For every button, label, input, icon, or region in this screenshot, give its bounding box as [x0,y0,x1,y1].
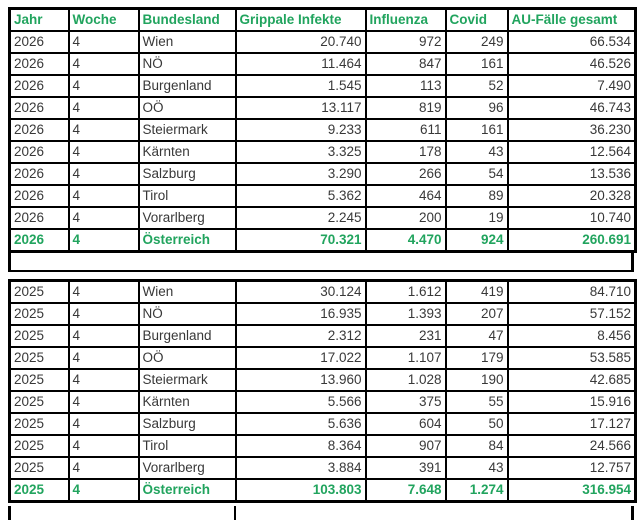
cell-covid: 1.274 [446,479,508,502]
table-row [10,119,636,141]
cell-bundesland: OÖ [139,97,236,119]
cell-au-faelle-gesamt: 46.743 [508,97,636,119]
cell-grippale-infekte: 16.935 [236,303,366,325]
cell-jahr: 2025 [10,325,69,347]
cell-woche: 4 [69,53,139,75]
cell-woche: 4 [69,119,139,141]
col-header-woche: Woche [69,9,139,32]
cell-jahr: 2026 [10,141,69,163]
cell-au-faelle-gesamt: 12.757 [508,457,636,479]
cell-au-faelle-gesamt: 36.230 [508,119,636,141]
cell-au-faelle-gesamt: 66.534 [508,31,636,53]
cell-covid: 161 [446,53,508,75]
cell-influenza: 1.393 [366,303,446,325]
cell-woche: 4 [69,435,139,457]
cell-grippale-infekte: 2.312 [236,325,366,347]
cell-jahr: 2025 [10,281,69,304]
cell-covid: 47 [446,325,508,347]
cell-bundesland: Wien [139,281,236,304]
cell-influenza: 907 [366,435,446,457]
table-row [10,97,636,119]
cell-influenza: 1.107 [366,347,446,369]
cell-grippale-infekte: 1.545 [236,75,366,97]
cell-bundesland: Salzburg [139,163,236,185]
cell-influenza: 611 [366,119,446,141]
partial-next-row [8,506,634,520]
cell-bundesland: NÖ [139,53,236,75]
table-row [10,207,636,229]
table-row [10,303,636,325]
cell-grippale-infekte: 5.362 [236,185,366,207]
table-row [10,369,636,391]
cell-jahr: 2025 [10,435,69,457]
cell-grippale-infekte: 3.290 [236,163,366,185]
cell-influenza: 200 [366,207,446,229]
cell-covid: 924 [446,229,508,252]
cell-covid: 89 [446,185,508,207]
cell-bundesland: Kärnten [139,391,236,413]
cell-woche: 4 [69,97,139,119]
table-row [10,75,636,97]
cell-covid: 52 [446,75,508,97]
cell-au-faelle-gesamt: 17.127 [508,413,636,435]
empty-spacer-row [8,253,634,272]
cell-au-faelle-gesamt: 57.152 [508,303,636,325]
cell-au-faelle-gesamt: 15.916 [508,391,636,413]
cell-woche: 4 [69,413,139,435]
col-header-au-faelle-gesamt: AU-Fälle gesamt [508,9,636,32]
cell-jahr: 2026 [10,207,69,229]
cell-grippale-infekte: 13.960 [236,369,366,391]
cell-woche: 4 [69,185,139,207]
cell-influenza: 604 [366,413,446,435]
table-row [10,141,636,163]
cell-influenza: 178 [366,141,446,163]
table-row [10,457,636,479]
cell-grippale-infekte: 30.124 [236,281,366,304]
cell-covid: 50 [446,413,508,435]
cell-au-faelle-gesamt: 7.490 [508,75,636,97]
cell-jahr: 2025 [10,413,69,435]
cell-grippale-infekte: 5.636 [236,413,366,435]
cell-covid: 207 [446,303,508,325]
cell-au-faelle-gesamt: 84.710 [508,281,636,304]
table-section-2026 [8,7,637,253]
cell-grippale-infekte: 17.022 [236,347,366,369]
table-body-2025 [10,281,636,502]
cell-covid: 419 [446,281,508,304]
cell-influenza: 1.028 [366,369,446,391]
col-header-jahr: Jahr [10,9,69,32]
cell-influenza: 375 [366,391,446,413]
table-row [10,413,636,435]
cell-bundesland: Steiermark [139,119,236,141]
cell-covid: 43 [446,141,508,163]
cell-influenza: 464 [366,185,446,207]
cell-au-faelle-gesamt: 316.954 [508,479,636,502]
cell-woche: 4 [69,303,139,325]
cell-covid: 43 [446,457,508,479]
col-header-grippale-infekte: Grippale Infekte [236,9,366,32]
col-header-bundesland: Bundesland [139,9,236,32]
cell-bundesland: OÖ [139,347,236,369]
cell-jahr: 2025 [10,303,69,325]
cell-jahr: 2025 [10,457,69,479]
cell-woche: 4 [69,457,139,479]
col-header-influenza: Influenza [366,9,446,32]
cell-covid: 54 [446,163,508,185]
cell-woche: 4 [69,479,139,502]
cell-au-faelle-gesamt: 12.564 [508,141,636,163]
table-row [10,31,636,53]
table-row [10,163,636,185]
cell-woche: 4 [69,229,139,252]
cell-bundesland: Wien [139,31,236,53]
cell-jahr: 2026 [10,53,69,75]
col-header-covid: Covid [446,9,508,32]
cell-bundesland: Tirol [139,435,236,457]
cell-bundesland: Vorarlberg [139,207,236,229]
cell-jahr: 2025 [10,347,69,369]
table-body-2026 [10,31,636,252]
cell-au-faelle-gesamt: 8.456 [508,325,636,347]
table-row [10,53,636,75]
cell-bundesland: Burgenland [139,325,236,347]
cell-grippale-infekte: 2.245 [236,207,366,229]
cell-grippale-infekte: 11.464 [236,53,366,75]
header-row [10,9,636,32]
cell-jahr: 2026 [10,229,69,252]
cell-grippale-infekte: 3.325 [236,141,366,163]
cell-influenza: 231 [366,325,446,347]
cell-covid: 190 [446,369,508,391]
cell-au-faelle-gesamt: 46.526 [508,53,636,75]
cell-covid: 249 [446,31,508,53]
cell-bundesland: Kärnten [139,141,236,163]
cell-grippale-infekte: 103.803 [236,479,366,502]
cell-influenza: 819 [366,97,446,119]
cell-grippale-infekte: 5.566 [236,391,366,413]
cell-woche: 4 [69,391,139,413]
cell-grippale-infekte: 9.233 [236,119,366,141]
cell-bundesland: Salzburg [139,413,236,435]
column-divider-line [234,506,236,520]
cell-au-faelle-gesamt: 13.536 [508,163,636,185]
cell-au-faelle-gesamt: 260.691 [508,229,636,252]
cell-influenza: 113 [366,75,446,97]
cell-bundesland: Burgenland [139,75,236,97]
cell-woche: 4 [69,207,139,229]
cell-au-faelle-gesamt: 10.740 [508,207,636,229]
cell-jahr: 2026 [10,31,69,53]
cell-grippale-infekte: 13.117 [236,97,366,119]
cell-covid: 84 [446,435,508,457]
table-row [10,281,636,304]
cell-grippale-infekte: 70.321 [236,229,366,252]
cell-woche: 4 [69,281,139,304]
cell-bundesland: Tirol [139,185,236,207]
cell-covid: 96 [446,97,508,119]
table-row [10,391,636,413]
table-row [10,435,636,457]
cell-bundesland: NÖ [139,303,236,325]
cell-jahr: 2026 [10,119,69,141]
cell-bundesland: Vorarlberg [139,457,236,479]
cell-woche: 4 [69,141,139,163]
cell-covid: 19 [446,207,508,229]
cell-jahr: 2026 [10,163,69,185]
cell-bundesland: Österreich [139,479,236,502]
cell-influenza: 391 [366,457,446,479]
table-section-2025 [8,279,637,503]
cell-grippale-infekte: 20.740 [236,31,366,53]
flu-report-sheet [8,7,634,520]
cell-woche: 4 [69,75,139,97]
cell-woche: 4 [69,325,139,347]
cell-bundesland: Steiermark [139,369,236,391]
cell-grippale-infekte: 8.364 [236,435,366,457]
cell-covid: 161 [446,119,508,141]
cell-covid: 55 [446,391,508,413]
cell-bundesland: Österreich [139,229,236,252]
cell-covid: 179 [446,347,508,369]
cell-au-faelle-gesamt: 20.328 [508,185,636,207]
cell-jahr: 2026 [10,75,69,97]
cell-au-faelle-gesamt: 53.585 [508,347,636,369]
cell-influenza: 7.648 [366,479,446,502]
total-row [10,229,636,252]
cell-jahr: 2025 [10,369,69,391]
cell-woche: 4 [69,347,139,369]
total-row [10,479,636,502]
cell-woche: 4 [69,163,139,185]
table-row [10,325,636,347]
cell-jahr: 2026 [10,185,69,207]
cell-influenza: 4.470 [366,229,446,252]
cell-au-faelle-gesamt: 24.566 [508,435,636,457]
cell-influenza: 1.612 [366,281,446,304]
cell-influenza: 266 [366,163,446,185]
cell-influenza: 972 [366,31,446,53]
table-row [10,347,636,369]
cell-woche: 4 [69,31,139,53]
cell-jahr: 2025 [10,391,69,413]
cell-woche: 4 [69,369,139,391]
cell-jahr: 2025 [10,479,69,502]
cell-grippale-infekte: 3.884 [236,457,366,479]
table-row [10,185,636,207]
cell-au-faelle-gesamt: 42.685 [508,369,636,391]
cell-jahr: 2026 [10,97,69,119]
cell-influenza: 847 [366,53,446,75]
